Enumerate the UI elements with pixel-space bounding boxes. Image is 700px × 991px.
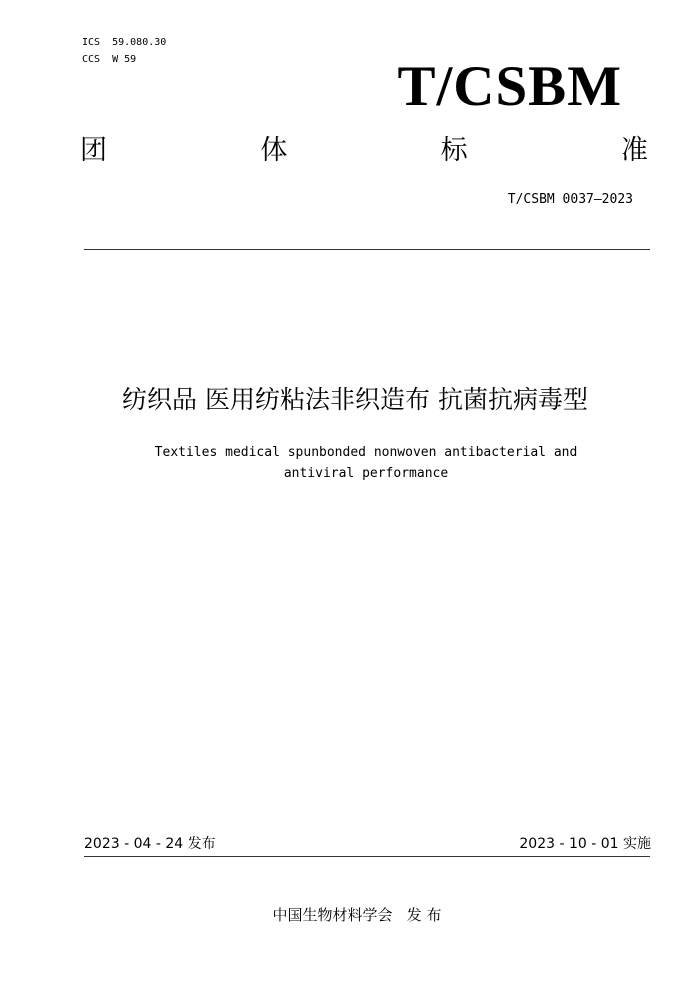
english-title-line: antiviral performance: [283, 466, 449, 481]
header-divider: [84, 249, 650, 250]
standard-type-char: 准: [620, 135, 648, 166]
publisher: 中国生物材料学会 发 布: [272, 906, 442, 924]
implementation-date: 2023 - 10 - 01 实施: [519, 836, 651, 852]
english-title-line: Textiles medical spunbonded nonwoven antibacterial and: [154, 445, 578, 460]
standard-number: T/CSBM 0037—2023: [507, 192, 633, 207]
ics-code: ICS 59.080.30: [82, 37, 167, 48]
standard-type-char: 团: [80, 135, 107, 166]
classification-codes: [82, 34, 166, 68]
issue-date: 2023 - 04 - 24 发布: [84, 836, 216, 852]
standard-type-heading: [80, 133, 648, 169]
standard-type-char: 标: [440, 135, 468, 166]
footer-divider: [84, 856, 650, 857]
standard-code-logo: T/CSBM: [397, 55, 622, 118]
document-title-english: [96, 442, 636, 484]
document-title-chinese: 纺织品 医用纺粘法非织造布 抗菌抗病毒型: [122, 385, 588, 414]
standard-type-char: 体: [260, 135, 288, 166]
ccs-code: CCS W 59: [82, 54, 137, 65]
